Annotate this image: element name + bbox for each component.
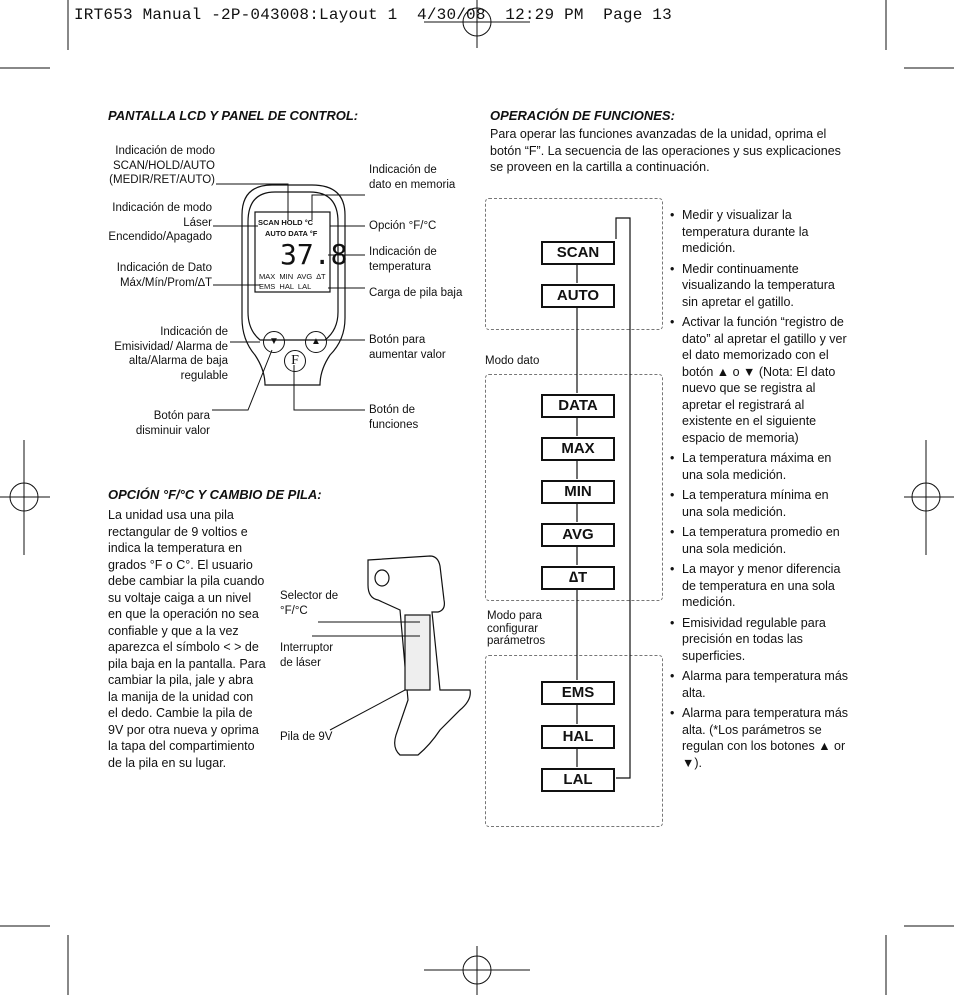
down-arrow-icon[interactable]: ▼ <box>263 331 285 353</box>
label-unit-selector: Selector de °F/°C <box>280 590 339 617</box>
flow-box-lal: LAL <box>541 768 615 792</box>
desc-auto: • Medir continuamente visualizando la temperatura sin apretar el gatillo. <box>670 261 850 311</box>
label-battery: Pila de 9V <box>280 731 333 743</box>
function-descriptions <box>670 207 850 775</box>
label-laser-switch: Interruptor de láser <box>280 642 334 669</box>
label-mode-config: Modo para configurar parámetros <box>487 610 546 647</box>
lcd-fahrenheit: °F <box>309 229 318 238</box>
battery-section-body: La unidad usa una pila rectangular de 9 voltios e indica la temperatura en grados °F o C°. El usuario debe cambiar la pila cuando su voltaje caiga a un nivel en que la operación no sea confiable y que a la vez aparezca el símbolo < > de pila baja en la pantalla. Para cambiar la pila, jale y abra la manija de la unidad con el dedo. Cambie la pila de 9V por otra nueva y oprima la tapa del compartimiento de la pila en su lugar. <box>108 508 266 770</box>
label-temperature: Indicación de temperatura <box>369 246 437 273</box>
label-memory-data: Indicación de dato en memoria <box>369 164 456 191</box>
lcd-auto-data-text: AUTO DATA <box>265 229 308 238</box>
desc-max: • La temperatura máxima en una sola medición. <box>670 450 850 483</box>
label-max-min-avg: Indicación de Dato Máx/Mín/Prom/∆T <box>116 262 212 289</box>
desc-delta-t: • La mayor y menor diferencia de temperatura en una sola medición. <box>670 561 850 611</box>
lcd-celsius: °C <box>304 218 314 227</box>
desc-data: • Activar la función “registro de dato” al apretar el gatillo y ver el dato memorizado con el botón ▲ o ▼ (Nota: El dato nuevo que se registra al apretar el registrará al existente en el siguiente espacio de memoria) <box>670 314 850 446</box>
functions-intro: Para operar las funciones avanzadas de la unidad, oprima el botón “F”. La secuencia de las operaciones y sus explicaciones se proveen en la cartilla a continuación. <box>490 127 841 174</box>
lcd-section-heading: PANTALLA LCD Y PANEL DE CONTROL: <box>108 108 359 123</box>
label-laser-mode: Indicación de modo Láser Encendido/Apagado <box>108 202 212 243</box>
flow-box-min: MIN <box>541 480 615 504</box>
desc-hal: • Alarma para temperatura más alta. <box>670 668 850 701</box>
battery-section-heading: OPCIÓN °F/°C Y CAMBIO DE PILA: <box>108 487 322 502</box>
flow-box-data: DATA <box>541 394 615 418</box>
lcd-row-ems-hal: EMS HAL LAL <box>259 282 312 291</box>
lcd-scan-hold-text: SCAN HOLD <box>258 218 303 227</box>
label-increase-button: Botón para aumentar valor <box>369 334 446 361</box>
label-scan-hold-auto: Indicación de modo SCAN/HOLD/AUTO (MEDIR/RET/AUTO) <box>109 145 215 186</box>
desc-avg: • La temperatura promedio en una sola medición. <box>670 524 850 557</box>
label-decrease-button: Botón para disminuir valor <box>135 410 210 437</box>
desc-min: • La temperatura mínima en una sola medición. <box>670 487 850 520</box>
flow-box-scan: SCAN <box>541 241 615 265</box>
label-emissivity-alarms: Indicación de Emisividad/ Alarma de alta/Alarma de baja regulable <box>114 326 228 382</box>
lcd-row-max-min: MAX MIN AVG ∆T <box>259 272 326 281</box>
label-mode-data: Modo dato <box>485 355 540 367</box>
print-header: IRT653 Manual -2P-043008:Layout 1 4/30/08 12:29 PM Page 13 <box>74 6 672 24</box>
label-unit-option: Opción °F/°C <box>369 220 437 232</box>
flow-box-hal: HAL <box>541 725 615 749</box>
flow-box-delta-t: ∆T <box>541 566 615 590</box>
desc-ems: • Emisividad regulable para precisión en todas las superficies. <box>670 615 850 665</box>
desc-lal: • Alarma para temperatura más alta. (*Los parámetros se regulan con los botones ▲ or ▼). <box>670 705 850 771</box>
lcd-reading: 37.8 <box>280 238 348 271</box>
up-arrow-icon[interactable]: ▲ <box>305 331 327 353</box>
flow-box-ems: EMS <box>541 681 615 705</box>
label-function-button: Botón de funciones <box>369 404 419 431</box>
flow-box-avg: AVG <box>541 523 615 547</box>
functions-section-heading: OPERACIÓN DE FUNCIONES: <box>490 108 675 123</box>
desc-scan: • Medir y visualizar la temperatura durante la medición. <box>670 207 850 257</box>
label-low-battery: Carga de pila baja <box>369 287 463 299</box>
function-button[interactable]: F <box>284 350 306 372</box>
flow-box-max: MAX <box>541 437 615 461</box>
flow-box-auto: AUTO <box>541 284 615 308</box>
